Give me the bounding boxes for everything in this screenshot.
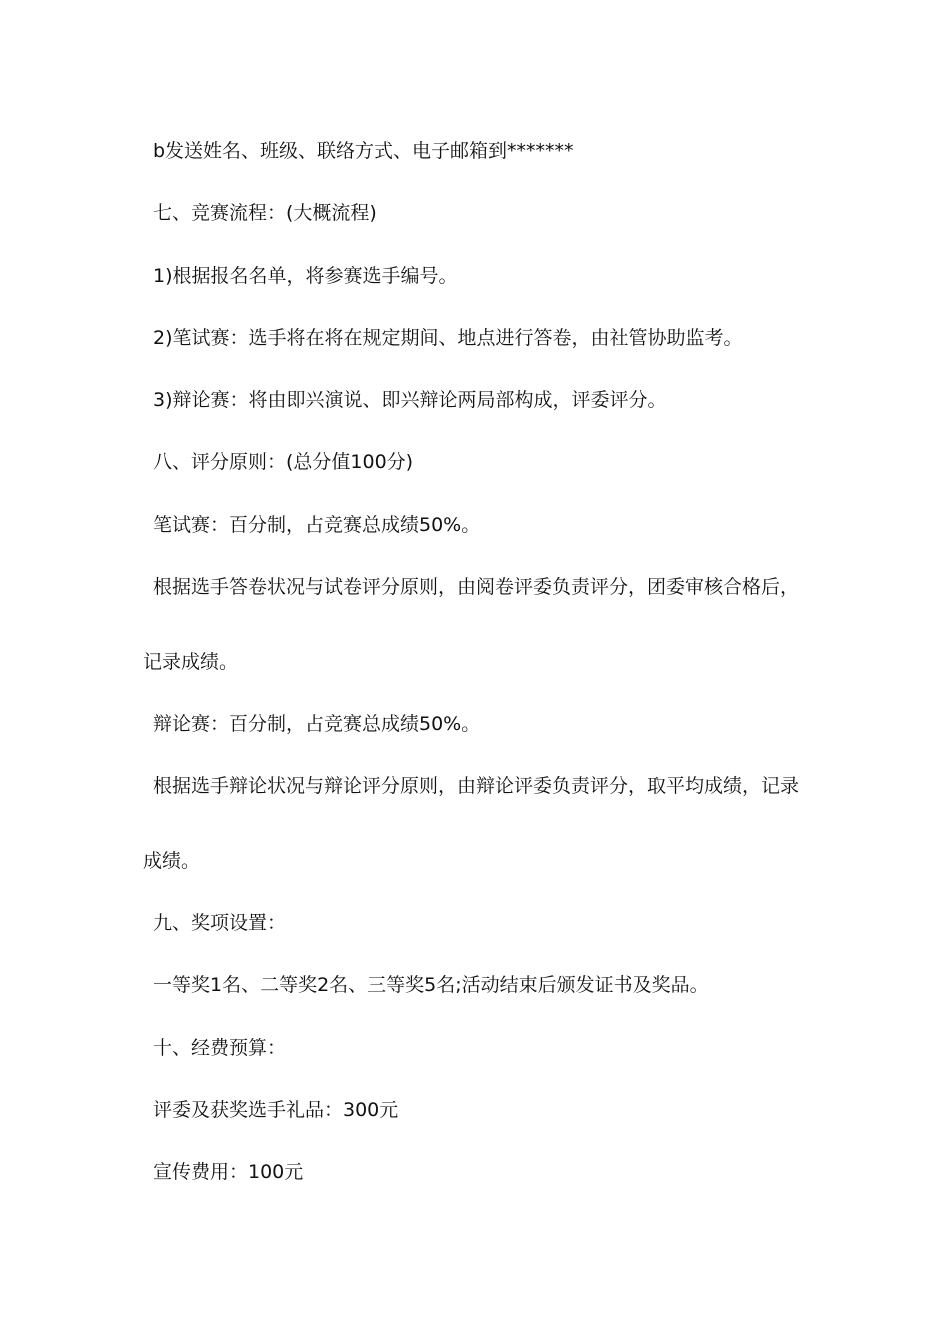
section-heading-scoring-principles: 八、评分原则：(总分值100分) (153, 451, 414, 473)
written-exam-rules-line-2: 记录成绩。 (143, 651, 239, 673)
process-step-1: 1)根据报名名单，将参赛选手编号。 (153, 265, 458, 287)
written-exam-rules-line-1: 根据选手答卷状况与试卷评分原则，由阅卷评委负责评分，团委审核合格后， (153, 576, 800, 598)
process-step-3: 3)辩论赛：将由即兴演说、即兴辩论两局部构成，评委评分。 (153, 389, 667, 411)
section-heading-competition-process: 七、竞赛流程：(大概流程) (153, 202, 377, 224)
budget-publicity: 宣传费用：100元 (153, 1161, 304, 1183)
debate-scoring: 辩论赛：百分制，占竞赛总成绩50%。 (153, 713, 481, 735)
budget-gifts: 评委及获奖选手礼品：300元 (153, 1099, 399, 1121)
section-heading-budget: 十、经费预算： (153, 1037, 287, 1059)
process-step-2: 2)笔试赛：选手将在将在规定期间、地点进行答卷，由社管协助监考。 (153, 327, 743, 349)
written-exam-scoring: 笔试赛：百分制，占竞赛总成绩50%。 (153, 514, 481, 536)
awards-detail: 一等奖1名、二等奖2名、三等奖5名;活动结束后颁发证书及奖品。 (153, 974, 709, 996)
section-heading-awards: 九、奖项设置： (153, 912, 287, 934)
debate-rules-line-1: 根据选手辩论状况与辩论评分原则，由辩论评委负责评分，取平均成绩，记录 (153, 775, 800, 797)
submission-instruction-line: b发送姓名、班级、联络方式、电子邮箱到******* (153, 140, 574, 162)
debate-rules-line-2: 成绩。 (143, 850, 201, 872)
